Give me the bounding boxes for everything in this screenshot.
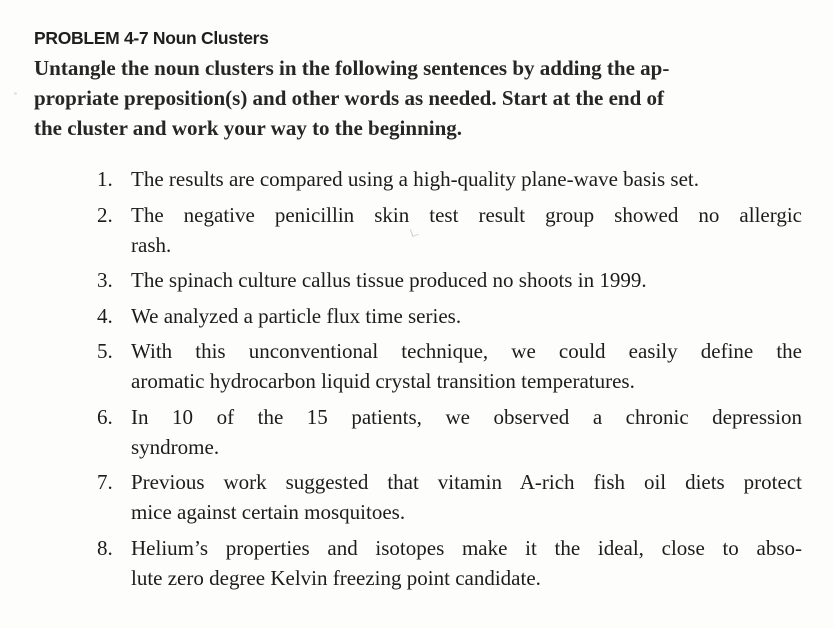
exercise-item — [97, 402, 802, 462]
problem-instructions — [34, 53, 804, 143]
exercise-number: 1. — [97, 167, 113, 191]
instructions-line: propriate preposition(s) and other words as needed. Start at the end of — [34, 86, 665, 110]
exercise-line: The spinach culture callus tissue produced no shoots in 1999. — [131, 268, 647, 292]
margin-speck — [14, 92, 17, 95]
exercise-item — [97, 336, 802, 396]
exercise-number: 8. — [97, 535, 113, 560]
exercise-line: rash. — [131, 232, 172, 257]
exercise-line: Previous work suggested that vitamin A-rich fish oil diets protect — [131, 470, 802, 494]
exercise-line: In 10 of the 15 patients, we observed a chronic depression — [131, 404, 802, 429]
exercise-line: We analyzed a particle flux time series. — [131, 303, 462, 328]
instructions-line: the cluster and work your way to the beginning. — [34, 116, 463, 140]
exercise-item — [97, 265, 802, 295]
exercise-number: 2. — [97, 202, 113, 227]
exercise-line: The negative penicillin skin test result group showed no allergic — [131, 202, 802, 227]
exercise-number: 5. — [97, 339, 113, 363]
exercise-line: syndrome. — [131, 434, 220, 459]
exercise-item — [97, 164, 802, 194]
exercise-line: lute zero degree Kelvin freezing point candidate. — [131, 565, 541, 590]
exercise-line: Helium’s properties and isotopes make it the ideal, close to abso- — [131, 535, 802, 560]
exercise-number: 4. — [97, 303, 113, 328]
exercise-line: mice against certain mosquitoes. — [131, 500, 406, 524]
exercise-number: 6. — [97, 404, 113, 429]
exercise-line: The results are compared using a high-quality plane-wave basis set. — [131, 167, 699, 191]
exercise-item — [97, 301, 802, 331]
exercise-item — [97, 533, 802, 593]
exercise-line: With this unconventional technique, we could easily define the — [131, 339, 802, 363]
exercise-line: aromatic hydrocarbon liquid crystal transition temperatures. — [131, 369, 635, 393]
exercise-number: 3. — [97, 268, 113, 292]
exercise-item — [97, 467, 802, 527]
problem-heading: PROBLEM 4-7 Noun Clusters — [34, 28, 269, 48]
exercise-list — [97, 164, 802, 598]
exercise-item — [97, 200, 802, 260]
exercise-number: 7. — [97, 470, 113, 494]
instructions-line: Untangle the noun clusters in the following sentences by adding the ap- — [34, 56, 670, 80]
